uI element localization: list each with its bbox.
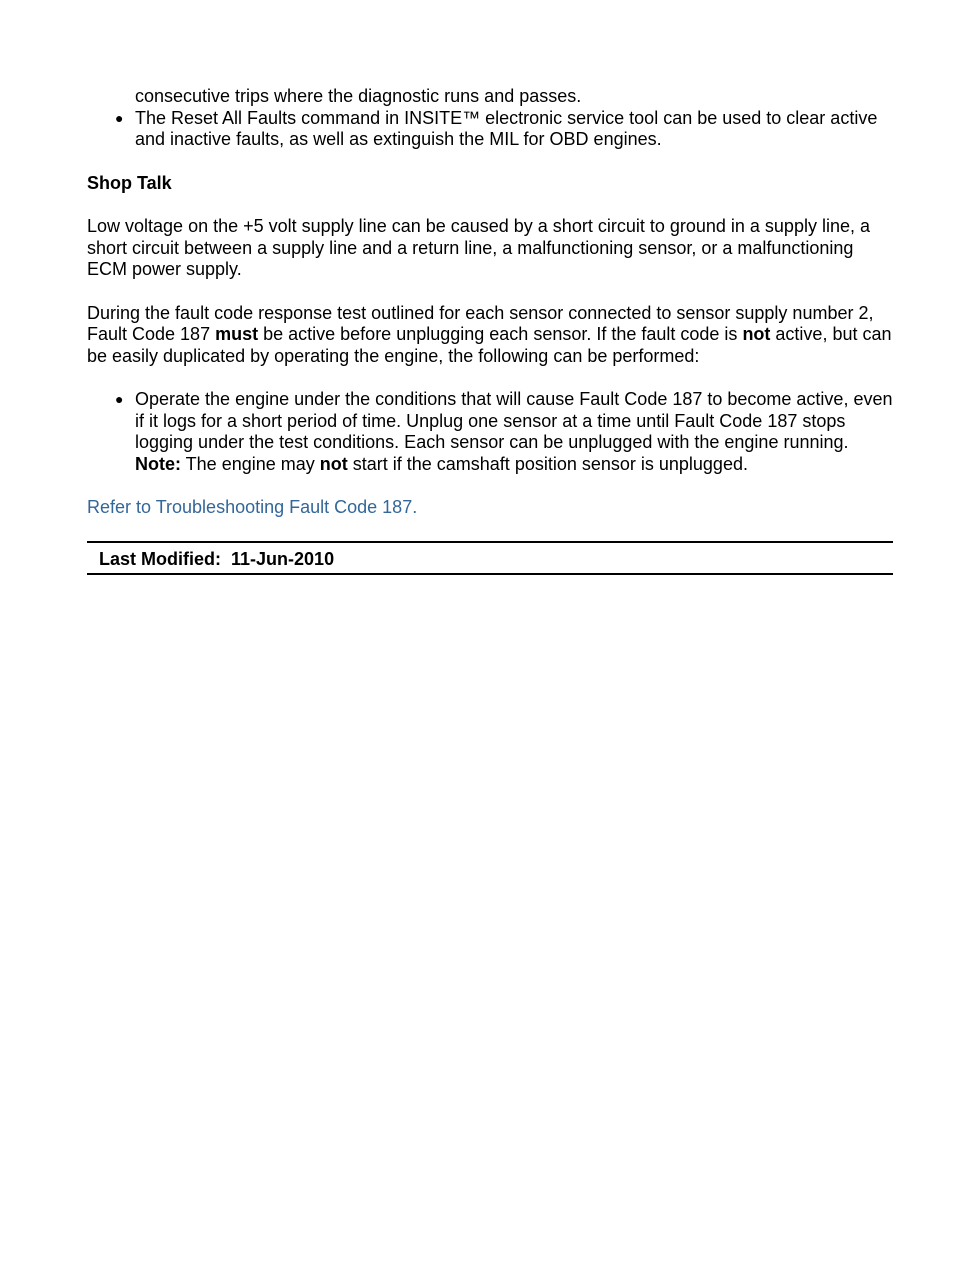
bullet-icon: ● (115, 109, 124, 126)
list-item (87, 108, 893, 151)
shop-talk-heading: Shop Talk (87, 172, 172, 193)
bullet-icon: ● (115, 391, 124, 407)
troubleshooting-link[interactable]: Refer to Troubleshooting Fault Code 187. (87, 497, 418, 517)
emphasis-not: not (742, 324, 771, 344)
last-modified-footer (87, 541, 893, 575)
paragraph-text: active, but can be easily duplicated by operating the engine, the following can be performed: (87, 324, 892, 366)
list-item (87, 389, 893, 475)
list-item-text: The engine may (181, 453, 320, 474)
bullet-list-procedure (87, 389, 893, 475)
emphasis-not: not (319, 453, 348, 474)
last-modified-date: 11-Jun-2010 (231, 548, 335, 569)
last-modified-label: Last Modified: (99, 548, 221, 569)
shop-talk-paragraph-2 (87, 303, 893, 368)
bullet-list-reset (87, 108, 893, 151)
shop-talk-paragraph-1: Low voltage on the +5 volt supply line can be caused by a short circuit to ground in a supply line, a short circuit between a supply line and a return line, a malfunctioning sensor, or a malfunctioning ECM power supply. (87, 216, 870, 279)
list-item-text: start if the camshaft position sensor is unplugged. (347, 453, 748, 474)
emphasis-note: Note: (135, 453, 181, 474)
paragraph-text: be active before unplugging each sensor. If the fault code is (258, 324, 743, 344)
emphasis-must: must (215, 324, 259, 344)
paragraph-text: During the fault code response test outlined for each sensor connected to sensor supply number 2, Fault Code 187 (87, 302, 874, 344)
list-item-text: Operate the engine under the conditions that will cause Fault Code 187 to become active, even if it logs for a short period of time. Unplug one sensor at a time until Fault Code 187 stops logging under the test conditions. Each sensor can be unplugged with the engine running. (135, 389, 893, 452)
document-page (87, 86, 893, 575)
list-item-continuation: consecutive trips where the diagnostic runs and passes. (135, 86, 582, 106)
list-item-text: The Reset All Faults command in INSITE™ electronic service tool can be used to clear active and inactive faults, as well as extinguish the MIL for OBD engines. (135, 107, 878, 149)
